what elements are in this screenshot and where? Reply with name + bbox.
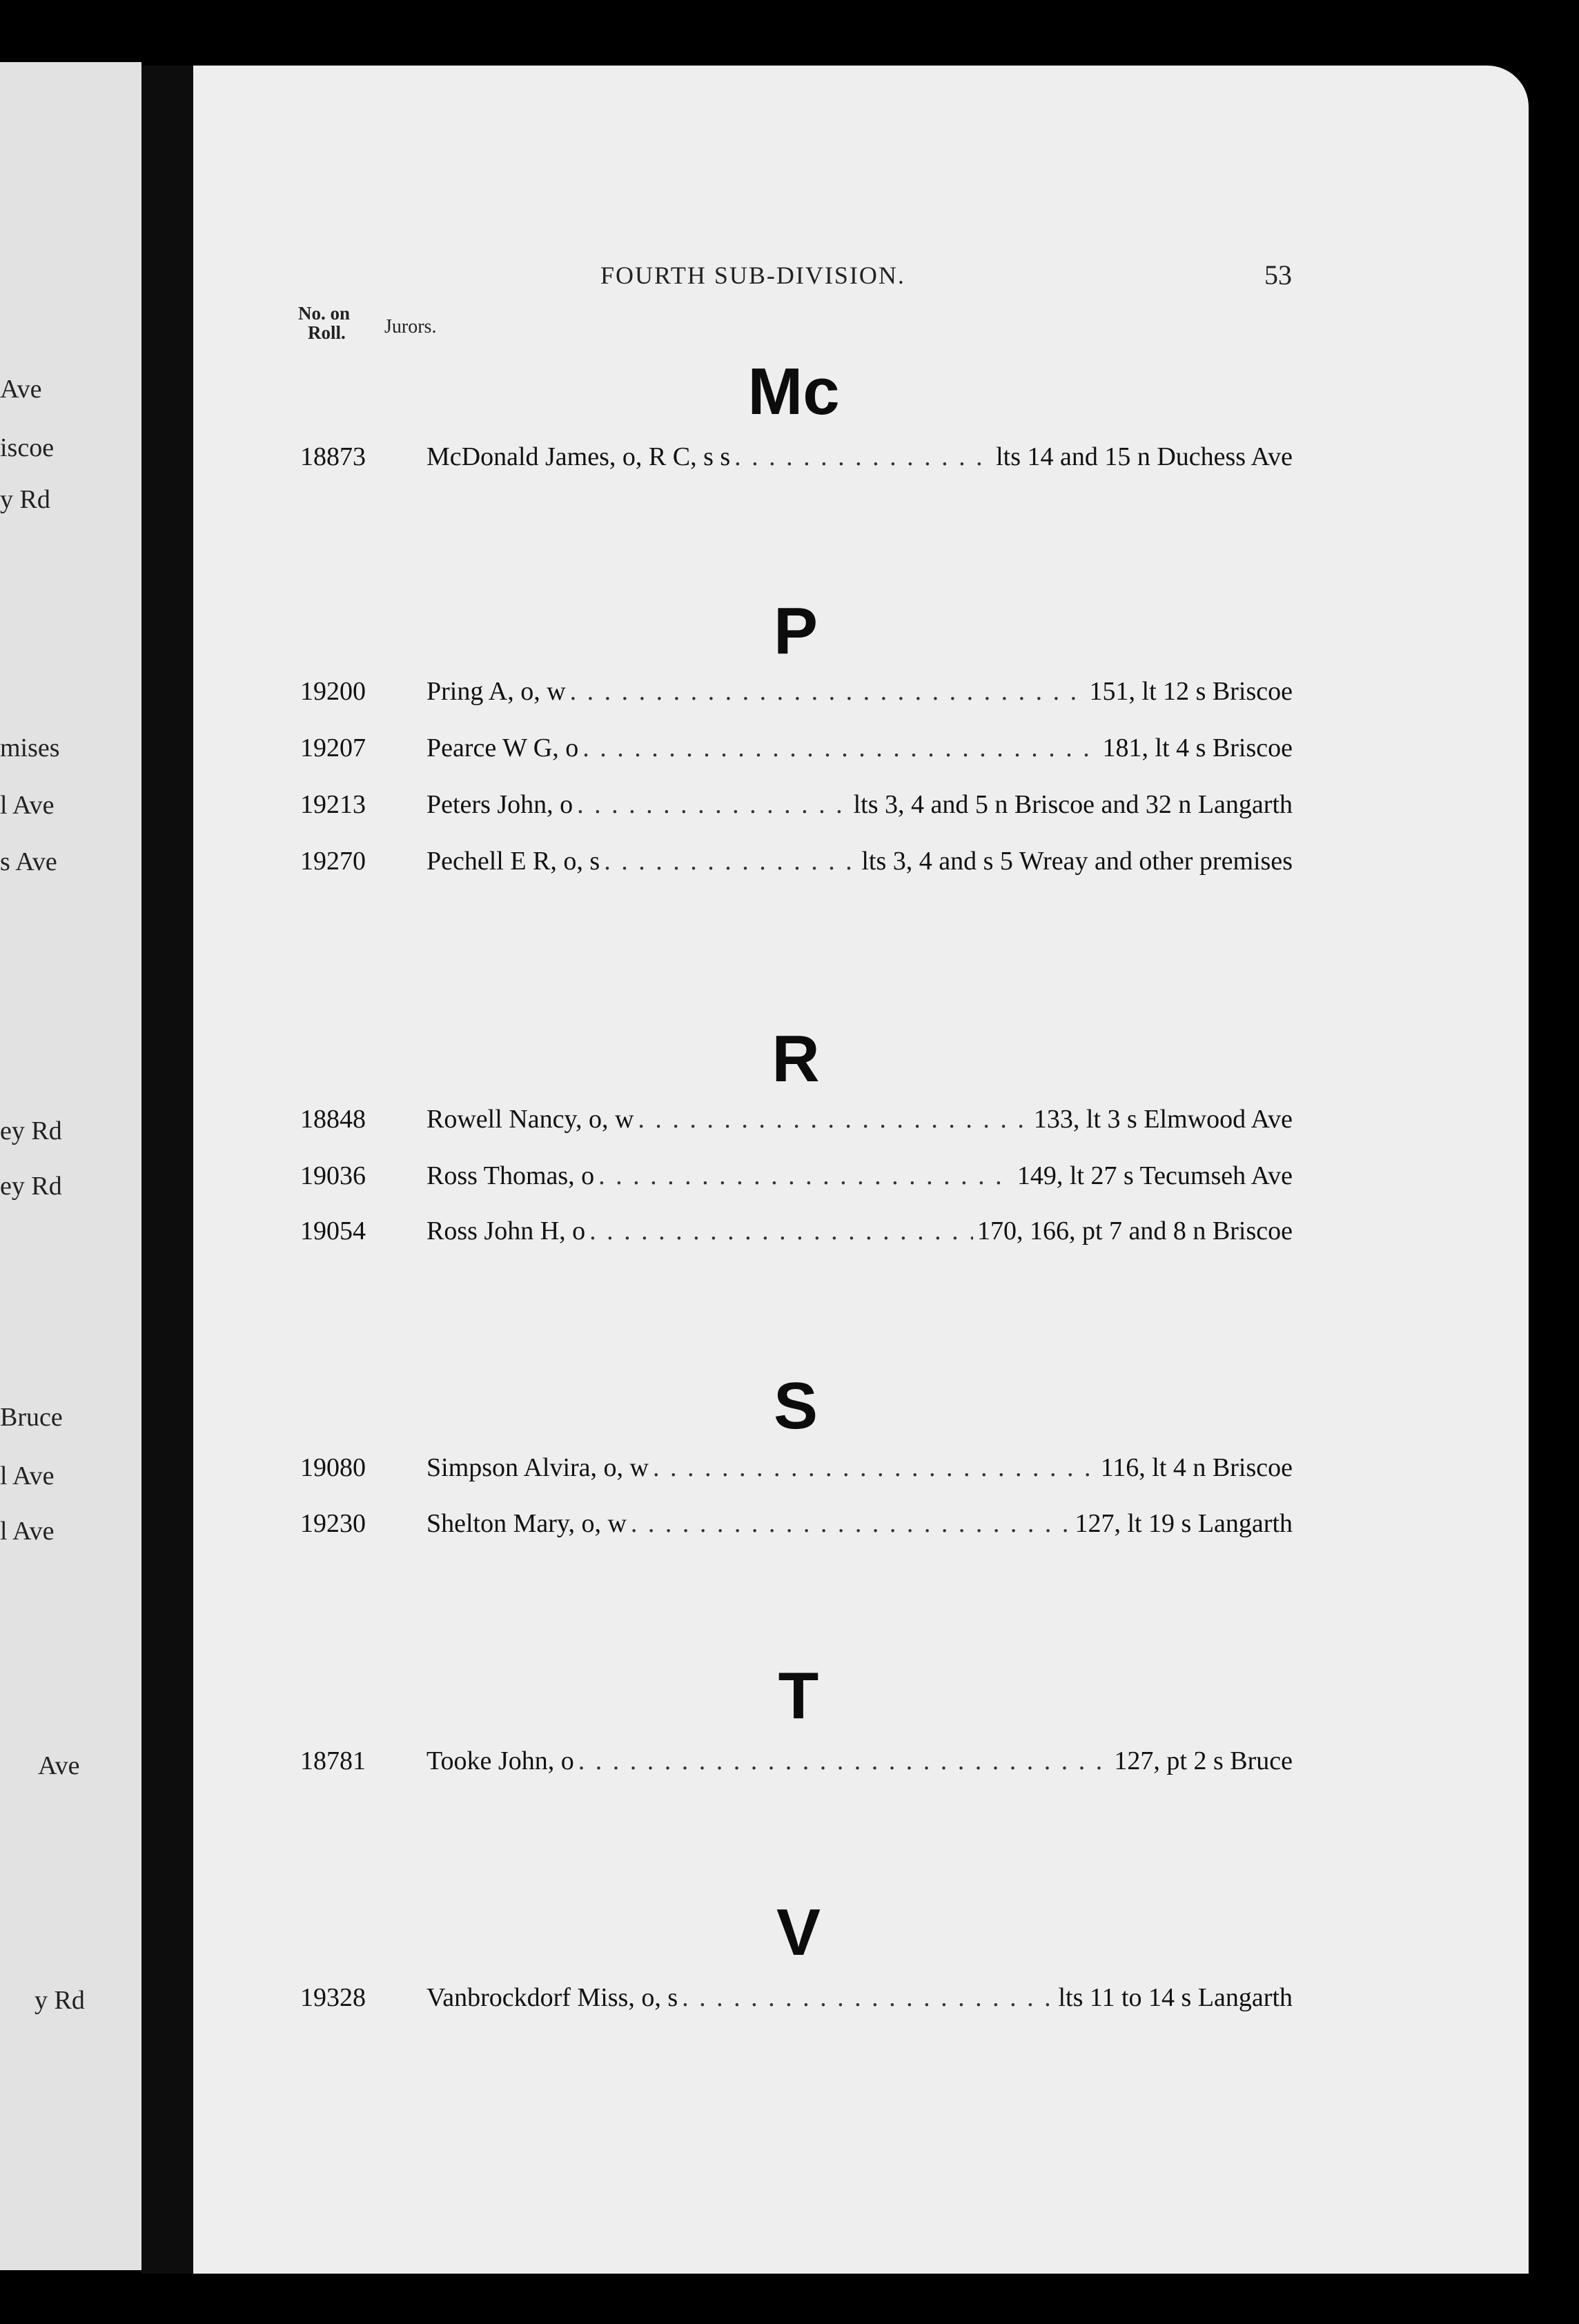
column-label-no: No. on [298, 303, 351, 324]
section-letter: P [773, 594, 818, 668]
dot-leader [589, 1216, 973, 1246]
left-page-fragment: y Rd [0, 485, 50, 514]
section-letter: S [773, 1369, 818, 1443]
roll-entry [0, 1746, 1579, 1780]
property-location: lts 11 to 14 s Langarth [1058, 1983, 1293, 2012]
property-location: 149, lt 27 s Tecumseh Ave [1017, 1161, 1293, 1190]
running-head: FOURTH SUB-DIVISION. [600, 262, 905, 289]
roll-number: 18873 [300, 442, 366, 471]
left-page-fragment: l Ave [0, 1517, 55, 1546]
column-label-jurors: Jurors. [384, 316, 437, 337]
dot-leader [631, 1508, 1071, 1539]
left-page-fragment: l Ave [0, 1461, 55, 1490]
dot-leader [598, 1161, 1013, 1191]
page-number: 53 [1264, 259, 1292, 290]
left-page-fragment: y Rd [35, 1986, 85, 2015]
left-page-fragment: ey Rd [0, 1172, 62, 1201]
left-page-fragment: ey Rd [0, 1116, 62, 1145]
left-page-fragment: Ave [0, 375, 42, 404]
section-letter: R [772, 1022, 820, 1096]
roll-number: 19213 [300, 790, 366, 819]
roll-entry [0, 1104, 1579, 1139]
roll-number: 19054 [300, 1217, 366, 1245]
dot-leader [582, 733, 1098, 763]
left-page-fragment: iscoe [0, 433, 55, 462]
property-location: 181, lt 4 s Briscoe [1102, 733, 1293, 762]
property-location: lts 14 and 15 n Duchess Ave [996, 442, 1293, 471]
property-location: 127, pt 2 s Bruce [1114, 1746, 1293, 1775]
roll-entry [0, 1508, 1579, 1546]
dot-leader [653, 1452, 1097, 1483]
dot-leader [570, 676, 1086, 707]
property-location: lts 3, 4 and 5 n Briscoe and 32 n Langarth [853, 790, 1293, 819]
roll-entry [0, 789, 1579, 824]
juror-name: Pearce W G, o [426, 733, 579, 762]
juror-name: Pechell E R, o, s [426, 847, 600, 876]
juror-name: Tooke John, o [426, 1746, 574, 1775]
roll-entry [0, 1216, 1579, 1250]
roll-entry [0, 442, 1579, 476]
left-page-fragment: Bruce [0, 1403, 63, 1432]
property-location: 133, lt 3 s Elmwood Ave [1033, 1105, 1293, 1134]
roll-entry [0, 1452, 1579, 1490]
property-location: 116, lt 4 n Briscoe [1100, 1453, 1293, 1482]
property-location: 170, 166, pt 7 and 8 n Briscoe [977, 1217, 1293, 1245]
juror-name: Rowell Nancy, o, w [426, 1105, 634, 1134]
dot-leader [577, 789, 849, 820]
juror-name: Ross Thomas, o [426, 1161, 595, 1190]
roll-number: 19080 [300, 1453, 366, 1482]
column-label-roll: Roll. [308, 322, 346, 343]
juror-name: McDonald James, o, R C, s s [426, 442, 731, 471]
juror-name: Shelton Mary, o, w [426, 1509, 627, 1538]
dot-leader [734, 442, 992, 472]
roll-entry [0, 1161, 1579, 1195]
roll-number: 19328 [300, 1983, 366, 2012]
juror-name: Peters John, o [426, 790, 573, 819]
section-letter: V [776, 1895, 821, 1969]
roll-entry [0, 846, 1579, 880]
roll-number: 19207 [300, 733, 366, 762]
section-letter: T [778, 1659, 819, 1733]
roll-number: 18781 [300, 1746, 366, 1775]
left-page-fragment: mises [0, 733, 60, 762]
juror-name: Pring A, o, w [426, 677, 566, 706]
dot-leader [578, 1746, 1110, 1776]
left-page-fragment: s Ave [0, 847, 57, 876]
property-location: lts 3, 4 and s 5 Wreay and other premises [861, 847, 1293, 876]
roll-number: 19036 [300, 1161, 366, 1190]
property-location: 151, lt 12 s Briscoe [1089, 677, 1293, 706]
left-page-fragment: l Ave [0, 791, 55, 820]
left-page-fragment: Ave [38, 1751, 80, 1780]
section-letter: Mc [747, 355, 840, 429]
roll-entry [0, 1982, 1579, 2017]
juror-name: Vanbrockdorf Miss, o, s [426, 1983, 678, 2012]
roll-number: 19200 [300, 677, 366, 706]
juror-name: Simpson Alvira, o, w [426, 1453, 649, 1482]
column-headings [298, 303, 437, 343]
dot-leader [638, 1104, 1030, 1134]
roll-entry [0, 733, 1579, 767]
property-location: 127, lt 19 s Langarth [1075, 1509, 1293, 1538]
dot-leader [682, 1982, 1054, 2013]
roll-number: 19230 [300, 1509, 366, 1538]
dot-leader [604, 846, 857, 876]
roll-number: 19270 [300, 847, 366, 876]
juror-name: Ross John H, o [426, 1217, 586, 1245]
roll-number: 18848 [300, 1105, 366, 1134]
roll-entry [0, 676, 1579, 711]
